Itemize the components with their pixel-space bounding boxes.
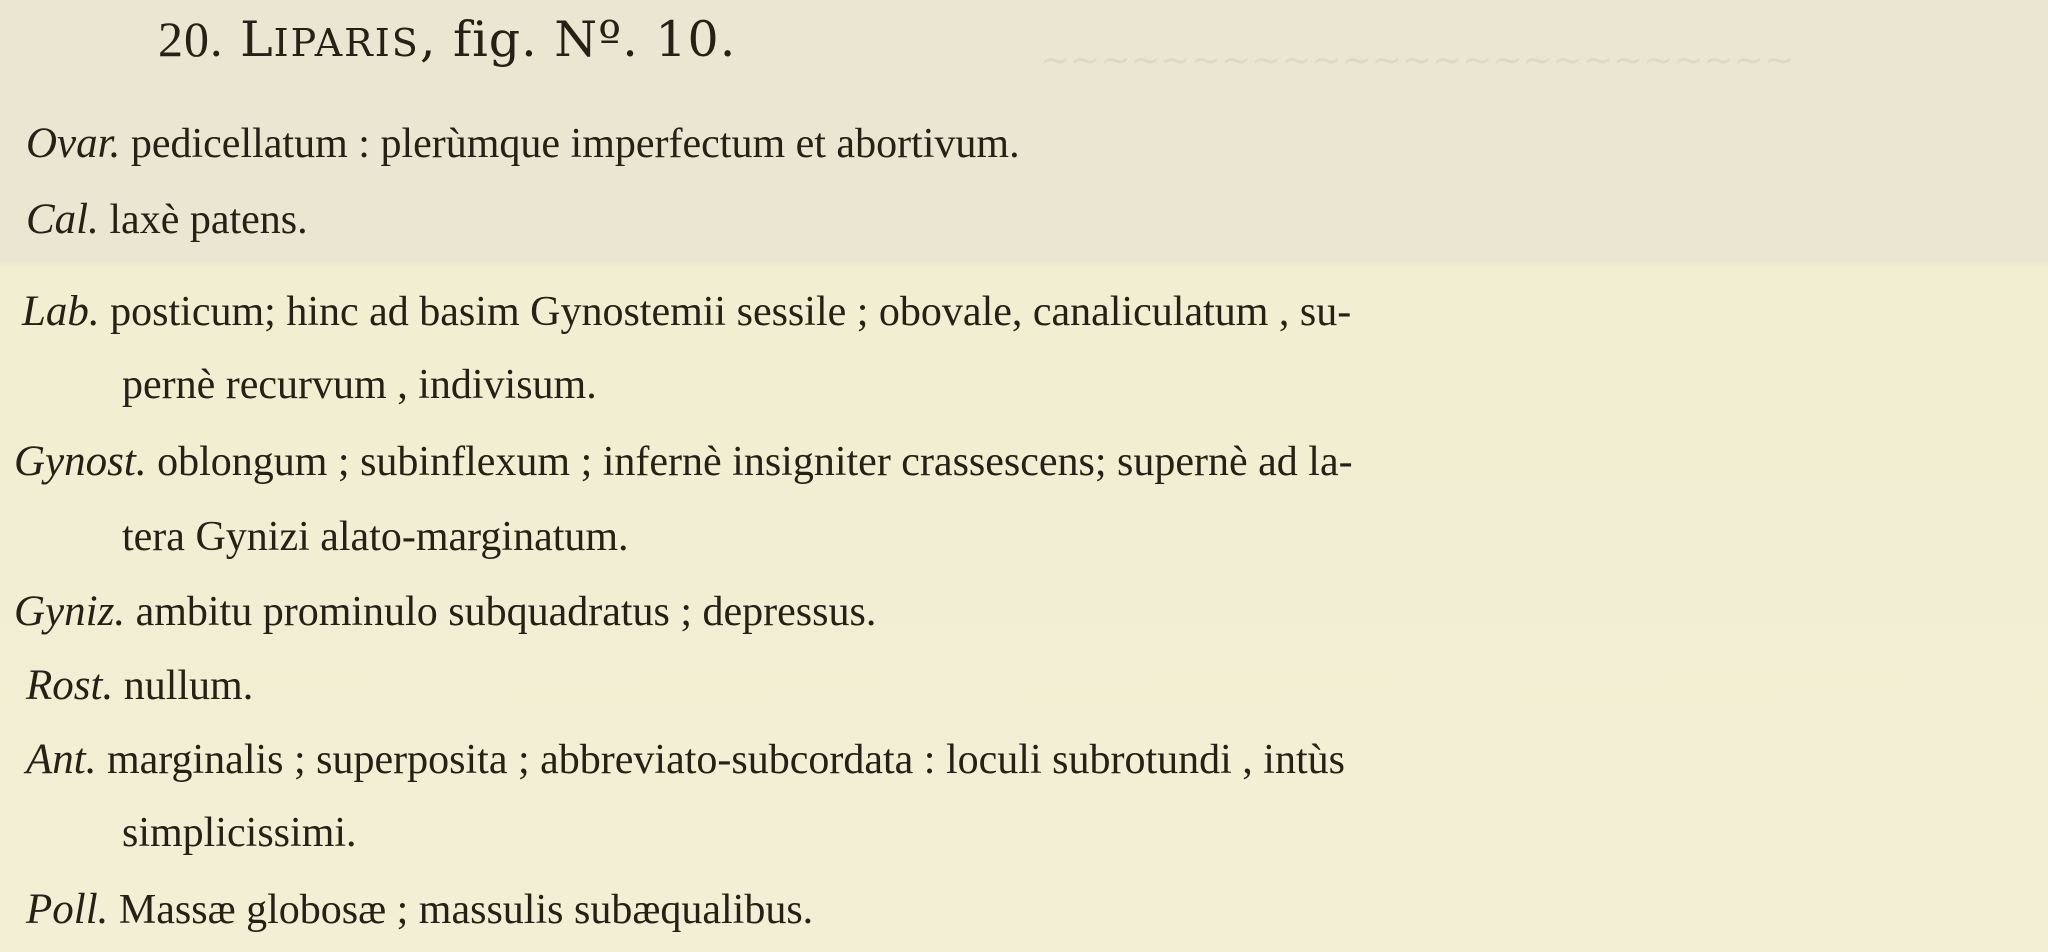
entry-line xyxy=(22,290,1351,333)
entry-abbreviation: Gynost. xyxy=(14,438,147,485)
entry-text: posticum; hinc ad basim Gynostemii sessile ; obovale, canaliculatum , su- xyxy=(99,289,1352,335)
entry-text: Massæ globosæ ; massulis subæqualibus. xyxy=(108,887,814,933)
heading-number: 20. xyxy=(158,11,224,67)
entry-continuation xyxy=(122,364,597,406)
entry-abbreviation: Ovar. xyxy=(26,120,121,167)
entry-text: nullum. xyxy=(113,663,254,709)
entry-line xyxy=(26,888,813,931)
entry-abbreviation: Cal. xyxy=(26,196,99,243)
entry-line xyxy=(26,664,253,707)
entry-continuation-text: simplicissimi. xyxy=(122,810,357,856)
heading-genus-rest: IPARIS xyxy=(273,21,420,65)
heading-figure-ref: , fig. Nº. 10. xyxy=(419,11,737,68)
entry-line xyxy=(26,738,1345,781)
entry-text: marginalis ; superposita ; abbreviato-subcordata : loculi subrotundi , intùs xyxy=(96,737,1345,783)
entry-line xyxy=(26,122,1020,165)
entry-abbreviation: Gyniz. xyxy=(14,588,126,635)
entry-line xyxy=(26,198,308,241)
heading-genus-initial: L xyxy=(240,11,274,68)
entry-continuation-text: pernè recurvum , indivisum. xyxy=(122,362,597,408)
show-through-text: ~~~~~~~~~~~~~~~~~~~~~~~~~ xyxy=(1040,40,1795,81)
section-heading xyxy=(158,10,736,68)
entry-continuation xyxy=(122,516,629,558)
entry-continuation xyxy=(122,812,357,854)
entry-abbreviation: Rost. xyxy=(26,662,114,709)
entry-line xyxy=(14,590,876,633)
entry-abbreviation: Poll. xyxy=(26,886,109,933)
entry-text: pedicellatum : plerùmque imperfectum et abortivum. xyxy=(120,121,1020,167)
entry-abbreviation: Lab. xyxy=(22,288,100,335)
entry-text: laxè patens. xyxy=(98,197,308,243)
entry-text: oblongum ; subinflexum ; infernè insigniter crassescens; supernè ad la- xyxy=(146,439,1353,485)
entry-text: ambitu prominulo subquadratus ; depressus. xyxy=(125,589,877,635)
entry-continuation-text: tera Gynizi alato-marginatum. xyxy=(122,514,629,560)
entry-line xyxy=(14,440,1353,483)
entry-abbreviation: Ant. xyxy=(26,736,97,783)
